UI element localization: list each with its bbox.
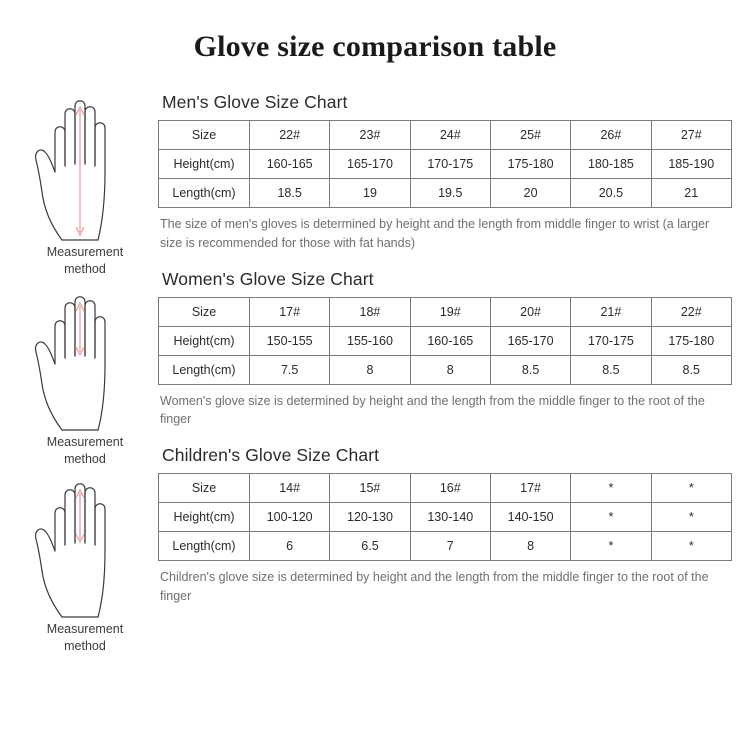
table-row	[159, 150, 732, 179]
table-cell: 21#	[571, 297, 651, 326]
table-row	[159, 355, 732, 384]
table-cell: 17#	[250, 297, 330, 326]
table-cell: 26#	[571, 121, 651, 150]
mens-size-table	[158, 120, 732, 208]
section-womens-glove	[158, 269, 732, 430]
table-cell: 27#	[651, 121, 731, 150]
table-cell: 140-150	[490, 503, 570, 532]
table-row	[159, 474, 732, 503]
content-area	[0, 70, 750, 669]
measurement-diagram-women	[20, 292, 150, 479]
table-cell: 6	[250, 532, 330, 561]
row-header: Size	[159, 121, 250, 150]
row-header: Length(cm)	[159, 355, 250, 384]
table-cell: *	[651, 503, 731, 532]
hand-outline-icon	[24, 479, 146, 619]
table-cell: 18#	[330, 297, 410, 326]
section-childrens-glove	[158, 445, 732, 606]
table-cell: 19.5	[410, 179, 490, 208]
table-cell: 17#	[490, 474, 570, 503]
measurement-label-line-1: Measurement	[46, 245, 124, 259]
table-cell: 8	[490, 532, 570, 561]
table-cell: 7	[410, 532, 490, 561]
row-header: Length(cm)	[159, 179, 250, 208]
table-cell: *	[571, 503, 651, 532]
row-header: Size	[159, 474, 250, 503]
measurement-diagram-children	[20, 479, 150, 669]
table-cell: 8	[410, 355, 490, 384]
table-row	[159, 179, 732, 208]
table-cell: 120-130	[330, 503, 410, 532]
row-header: Height(cm)	[159, 503, 250, 532]
table-cell: 8.5	[651, 355, 731, 384]
table-cell: 155-160	[330, 326, 410, 355]
table-cell: 18.5	[250, 179, 330, 208]
table-cell: 6.5	[330, 532, 410, 561]
section-mens-glove	[158, 92, 732, 253]
table-cell: *	[651, 532, 731, 561]
page-title: Glove size comparison table	[193, 30, 557, 63]
table-cell: 180-185	[571, 150, 651, 179]
table-cell: 20.5	[571, 179, 651, 208]
measurement-method-label	[47, 621, 123, 655]
table-cell: 22#	[250, 121, 330, 150]
womens-size-table	[158, 297, 732, 385]
measurement-method-label	[47, 434, 123, 468]
table-cell: 19	[330, 179, 410, 208]
table-cell: 175-180	[651, 326, 731, 355]
table-cell: 170-175	[410, 150, 490, 179]
row-header: Size	[159, 297, 250, 326]
row-header: Height(cm)	[159, 326, 250, 355]
hand-outline-icon	[24, 92, 146, 242]
table-cell: 24#	[410, 121, 490, 150]
measurement-label-line-2: method	[64, 451, 106, 466]
measurement-label-line-1: Measurement	[46, 622, 124, 636]
table-cell: 23#	[330, 121, 410, 150]
table-cell: 8.5	[490, 355, 570, 384]
row-header: Length(cm)	[159, 532, 250, 561]
measurement-label-line-2: method	[64, 261, 106, 276]
table-cell: 16#	[410, 474, 490, 503]
hand-outline-icon	[24, 292, 146, 432]
table-cell: 165-170	[330, 150, 410, 179]
childrens-note: Children's glove size is determined by height and the length from the middle finger to the root of the finger	[160, 570, 709, 603]
tables-column	[150, 92, 732, 669]
table-cell: 150-155	[250, 326, 330, 355]
measurement-label-line-1: Measurement	[46, 435, 124, 449]
table-cell: 25#	[490, 121, 570, 150]
table-cell: 100-120	[250, 503, 330, 532]
table-cell: 19#	[410, 297, 490, 326]
table-row	[159, 503, 732, 532]
table-cell: 7.5	[250, 355, 330, 384]
section-title-childrens: Children's Glove Size Chart	[162, 445, 380, 465]
row-header: Height(cm)	[159, 150, 250, 179]
table-cell: 21	[651, 179, 731, 208]
table-row	[159, 532, 732, 561]
illustration-column	[20, 92, 150, 669]
table-cell: 185-190	[651, 150, 731, 179]
table-row	[159, 121, 732, 150]
table-cell: 160-165	[410, 326, 490, 355]
childrens-size-table	[158, 473, 732, 561]
table-cell: 130-140	[410, 503, 490, 532]
table-cell: 20#	[490, 297, 570, 326]
table-cell: 170-175	[571, 326, 651, 355]
table-row	[159, 326, 732, 355]
table-cell: 15#	[330, 474, 410, 503]
table-row	[159, 297, 732, 326]
section-title-mens: Men's Glove Size Chart	[162, 92, 348, 112]
table-cell: 175-180	[490, 150, 570, 179]
table-cell: 8	[330, 355, 410, 384]
table-cell: 160-165	[250, 150, 330, 179]
table-cell: *	[571, 474, 651, 503]
table-cell: 14#	[250, 474, 330, 503]
measurement-diagram-men	[20, 92, 150, 292]
table-cell: 20	[490, 179, 570, 208]
table-cell: *	[651, 474, 731, 503]
section-title-womens: Women's Glove Size Chart	[162, 268, 374, 289]
table-cell: 22#	[651, 297, 731, 326]
table-cell: 8.5	[571, 355, 651, 384]
mens-note: The size of men's gloves is determined by height and the length from middle finger to wrist (a larger size is recommended for those with fat hands)	[160, 217, 710, 250]
measurement-label-line-2: method	[64, 638, 106, 653]
womens-note: Women's glove size is determined by height and the length from the middle finger to the root of the finger	[160, 393, 705, 427]
measurement-method-label	[47, 244, 123, 278]
table-cell: 165-170	[490, 326, 570, 355]
table-cell: *	[571, 532, 651, 561]
